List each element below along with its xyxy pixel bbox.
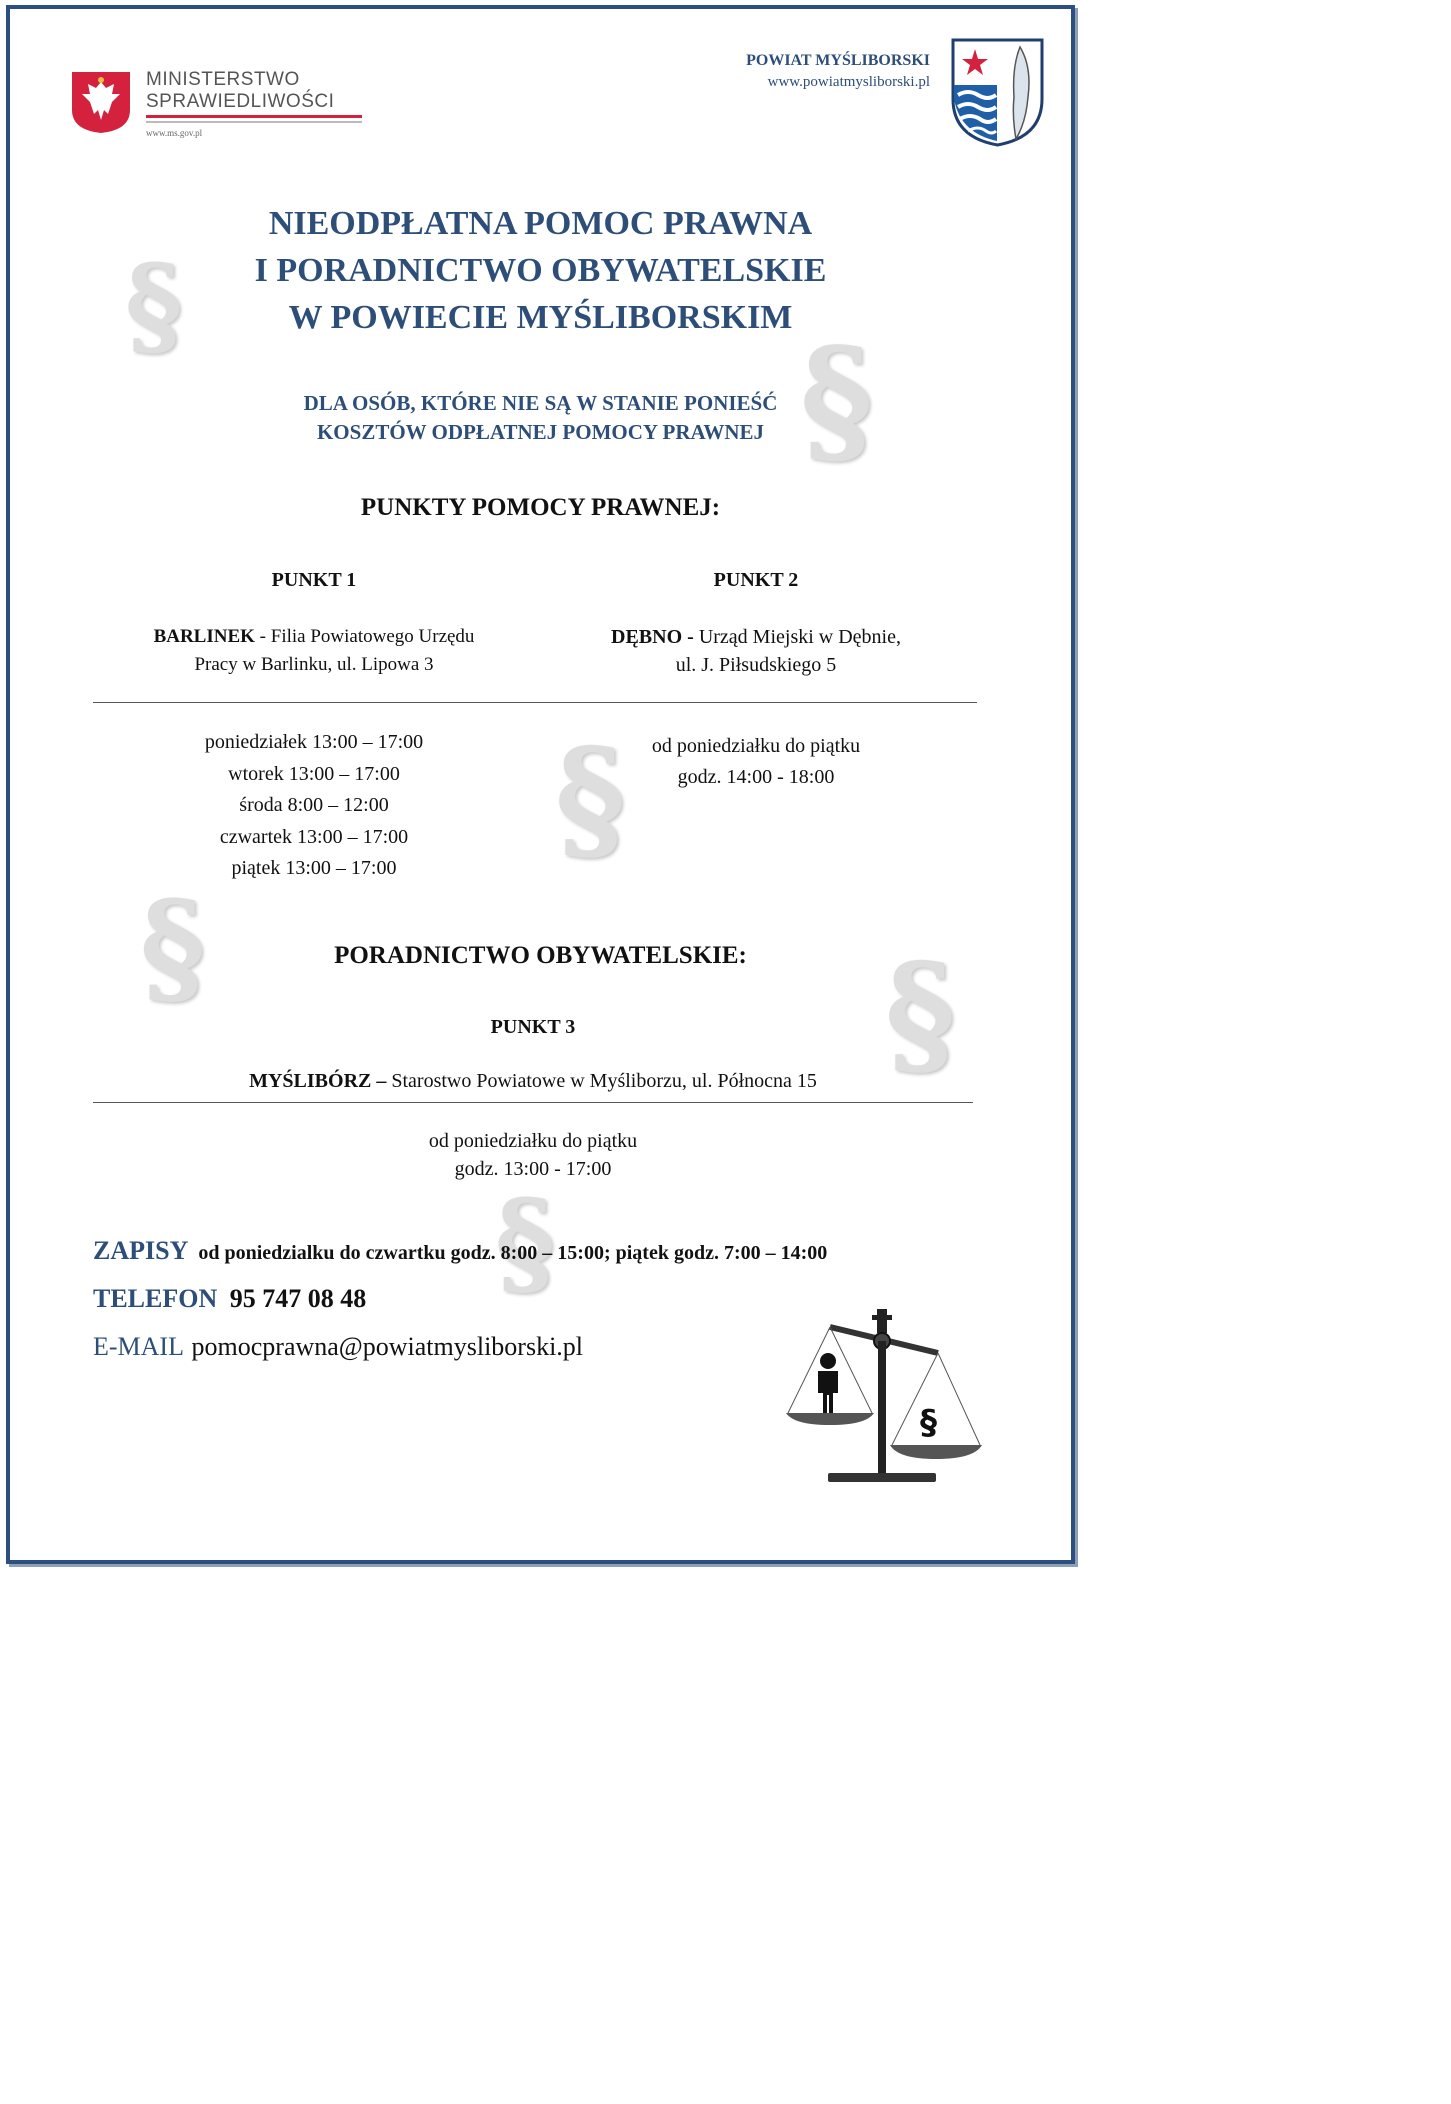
- hours-line: od poniedziałku do piątku: [428, 1130, 638, 1152]
- county-coat-of-arms-icon: [950, 37, 1045, 149]
- divider: [93, 702, 977, 703]
- point1-town: BARLINEK: [153, 626, 255, 647]
- point1-label: PUNKT 1: [271, 569, 357, 591]
- paragraph-watermark-icon: §: [885, 933, 956, 1092]
- civic-heading: PORADNICTWO OBYWATELSKIE:: [334, 942, 747, 969]
- paragraph-watermark-icon: §: [555, 718, 626, 877]
- point2-label: PUNKT 2: [713, 569, 799, 591]
- hours-line: wtorek 13:00 – 17:00: [228, 762, 400, 785]
- hours-line: godz. 13:00 - 17:00: [454, 1158, 612, 1180]
- paragraph-watermark-icon: §: [495, 1175, 556, 1310]
- hours-line: od poniedziałku do piątku: [651, 735, 861, 757]
- ministry-url: www.ms.gov.pl: [146, 128, 203, 138]
- hours-line: czwartek 13:00 – 17:00: [219, 825, 409, 848]
- point3-hours: [0, 1127, 1066, 1183]
- scales-of-justice-icon: [780, 1305, 990, 1495]
- ministry-name-line2: SPRAWIEDLIWOŚCI: [146, 91, 335, 112]
- subtitle-line2: KOSZTÓW ODPŁATNEJ POMOCY PRAWNEJ: [316, 420, 765, 444]
- point1-address-line2: Pracy w Barlinku, ul. Lipowa 3: [194, 654, 434, 675]
- title-line3: W POWIECIE MYŚLIBORSKIM: [288, 299, 793, 336]
- paragraph-watermark-icon: §: [140, 874, 206, 1020]
- hours-line: poniedziałek 13:00 – 17:00: [204, 731, 424, 753]
- ministry-red-line: [146, 115, 362, 118]
- divider: [93, 1102, 973, 1103]
- contact-phone: [93, 1284, 366, 1314]
- subtitle-line1: DLA OSÓB, KTÓRE NIE SĄ W STANIE PONIEŚĆ: [303, 391, 778, 415]
- point3-label: PUNKT 3: [490, 1016, 576, 1038]
- paragraph-watermark-icon: §: [800, 318, 874, 482]
- ministry-name: [146, 69, 334, 113]
- point2-address-line1: Urząd Miejski w Dębnie,: [693, 626, 901, 648]
- legal-points-heading: PUNKTY POMOCY PRAWNEJ:: [360, 494, 721, 521]
- contact-registration: [93, 1236, 827, 1266]
- email-label: E-MAIL: [93, 1332, 184, 1361]
- title-line2: I PORADNICTWO OBYWATELSKIE: [254, 252, 827, 289]
- ministry-grey-line: [146, 121, 362, 123]
- email-address[interactable]: pomocprawna@powiatmysliborski.pl: [191, 1332, 584, 1361]
- hours-line: godz. 14:00 - 18:00: [677, 766, 835, 788]
- subtitle: [0, 389, 1081, 447]
- paragraph-watermark-icon: §: [125, 240, 183, 369]
- ministry-name-line1: MINISTERSTWO: [146, 69, 300, 90]
- phone-label: TELEFON: [93, 1284, 218, 1313]
- point2-town: DĘBNO -: [611, 626, 694, 648]
- contact-email: [93, 1332, 583, 1362]
- point1-hours: [114, 727, 514, 885]
- hours-line: piątek 13:00 – 17:00: [231, 857, 397, 879]
- point3-address: [0, 1070, 1066, 1093]
- page-title: [0, 200, 1081, 341]
- title-line1: NIEODPŁATNA POMOC PRAWNA: [268, 205, 813, 242]
- phone-number[interactable]: 95 747 08 48: [229, 1284, 367, 1313]
- zapisy-label: ZAPISY: [93, 1236, 189, 1265]
- point2-address-line2: ul. J. Piłsudskiego 5: [675, 654, 837, 676]
- scales-paragraph-icon: §: [920, 1403, 937, 1443]
- point3-address-text: Starostwo Powiatowe w Myśliborzu, ul. Północna 15: [386, 1070, 817, 1092]
- county-name: POWIAT MYŚLIBORSKI: [746, 52, 930, 69]
- county-url: www.powiatmysliborski.pl: [767, 74, 930, 90]
- point1-address: [104, 623, 524, 679]
- poland-eagle-emblem-icon: [70, 70, 132, 135]
- point2-address: [540, 623, 972, 679]
- zapisy-text: od poniedzialku do czwartku godz. 8:00 – 15:00; piątek godz. 7:00 – 14:00: [198, 1242, 828, 1264]
- point1-address-line1: - Filia Powiatowego Urzędu: [254, 626, 475, 647]
- hours-line: środa 8:00 – 12:00: [239, 794, 389, 816]
- point2-hours: [556, 731, 956, 793]
- point3-town: MYŚLIBÓRZ –: [249, 1070, 387, 1092]
